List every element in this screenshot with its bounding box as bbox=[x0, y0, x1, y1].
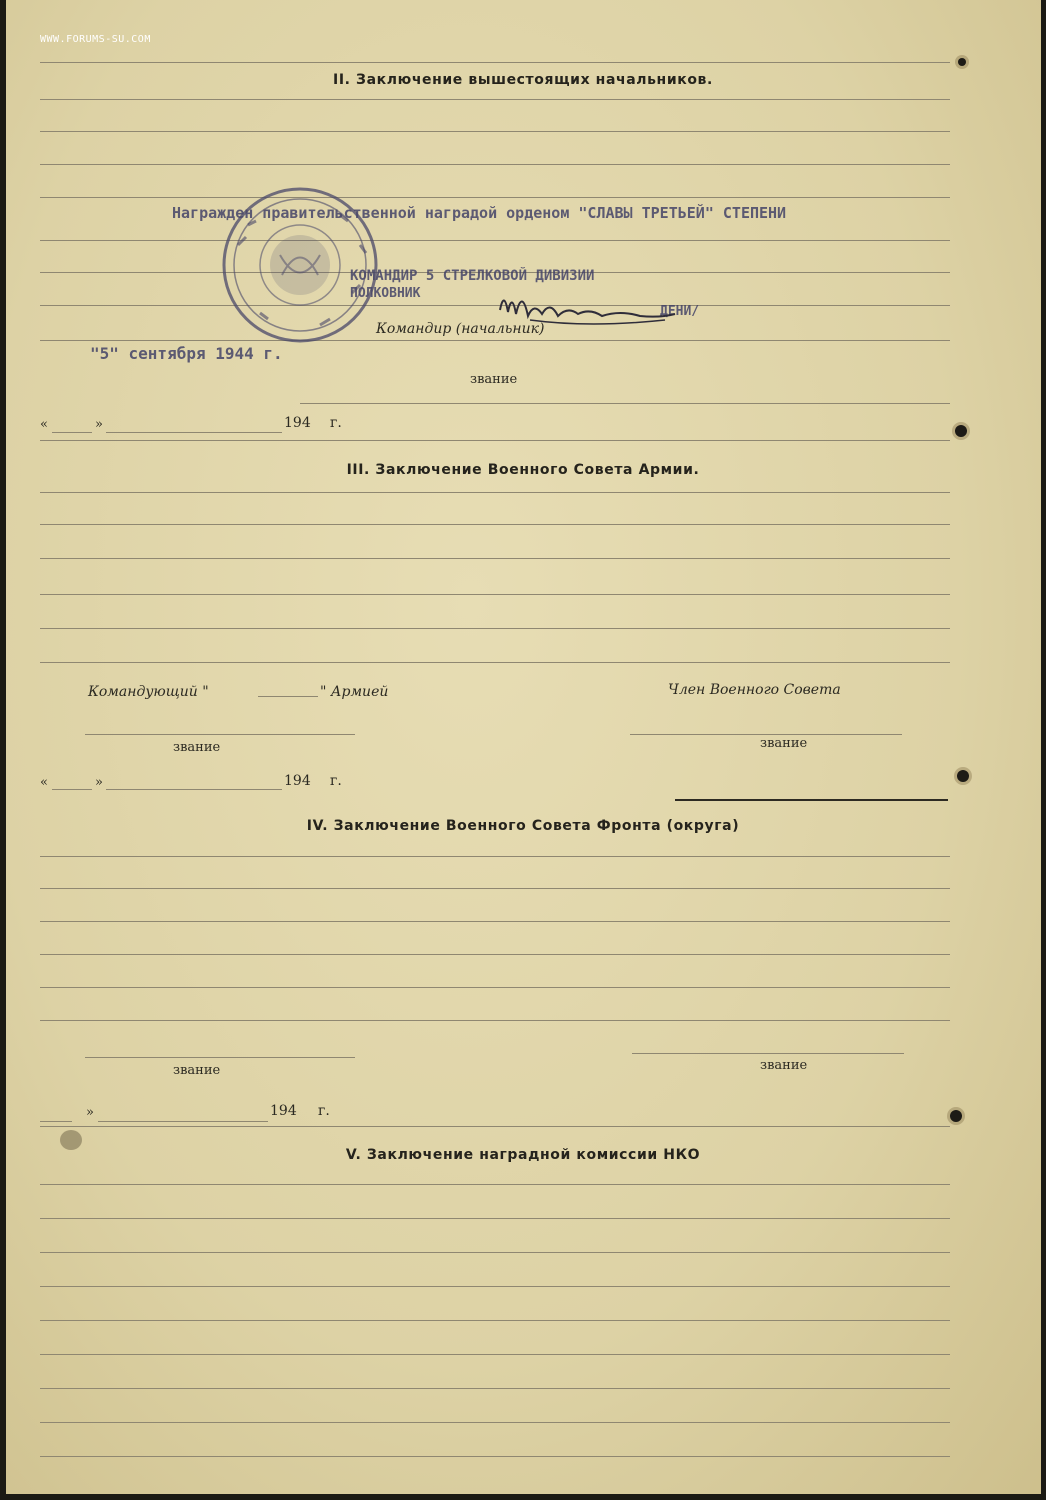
commander-signature bbox=[490, 280, 690, 340]
section-3-heading: III. Заключение Военного Совета Армии. bbox=[346, 462, 700, 478]
rule-line bbox=[40, 1388, 950, 1389]
rule-line bbox=[40, 1320, 950, 1321]
army-label: " Армией bbox=[320, 684, 389, 700]
rule-line bbox=[40, 164, 950, 165]
stamp-commander-name: ДЕНИ/ bbox=[660, 304, 700, 319]
date-close-quote: » bbox=[95, 417, 103, 432]
rank-label-right: звание bbox=[760, 736, 808, 751]
rule-line bbox=[40, 1020, 950, 1021]
scan-edge-bottom bbox=[0, 1494, 1046, 1500]
rule-line bbox=[40, 62, 950, 63]
stamp-commander-rank: ПОЛКОВНИК bbox=[350, 286, 421, 301]
rule-line bbox=[40, 197, 950, 198]
rule-line bbox=[40, 1422, 950, 1423]
rule-line bbox=[40, 987, 950, 988]
rank-label-left: звание bbox=[173, 1063, 221, 1078]
rule-line bbox=[40, 628, 950, 629]
rule-line bbox=[40, 240, 950, 241]
rank-label: звание bbox=[470, 372, 518, 387]
rule-line bbox=[40, 954, 950, 955]
date-month-line bbox=[106, 432, 282, 433]
army-commander-label: Командующий " bbox=[88, 684, 209, 700]
rule-line bbox=[40, 99, 950, 100]
signature-line-right bbox=[632, 1053, 904, 1054]
date-year: 194 bbox=[284, 415, 311, 431]
rule-line bbox=[40, 1252, 950, 1253]
date-underline-right bbox=[675, 799, 948, 801]
rule-line bbox=[40, 921, 950, 922]
rule-line bbox=[40, 558, 950, 559]
punch-hole bbox=[957, 770, 969, 782]
section-4-heading: IV. Заключение Военного Совета Фронта (округа) bbox=[306, 818, 740, 834]
rule-line bbox=[300, 403, 950, 404]
signature-line-left bbox=[85, 734, 355, 735]
date-open-quote: « bbox=[40, 417, 48, 432]
date-year: 194 bbox=[284, 773, 311, 789]
date-day-line bbox=[52, 789, 92, 790]
date-month-line bbox=[106, 789, 282, 790]
stamp-commander-title: КОМАНДИР 5 СТРЕЛКОВОЙ ДИВИЗИИ bbox=[350, 268, 595, 284]
rule-line bbox=[40, 856, 950, 857]
rule-line bbox=[40, 662, 950, 663]
award-resolution-stamp: Награжден правительственной наградой орденом "СЛАВЫ ТРЕТЬЕЙ" СТЕПЕНИ bbox=[172, 204, 787, 222]
date-year-suffix: г. bbox=[330, 415, 342, 431]
rule-line bbox=[40, 594, 950, 595]
section-2-heading: II. Заключение вышестоящих начальников. bbox=[333, 72, 713, 88]
date-month-line bbox=[98, 1121, 268, 1122]
army-number-line bbox=[258, 696, 318, 697]
date-close-quote: » bbox=[95, 775, 103, 790]
date-close-quote: » bbox=[86, 1105, 94, 1120]
council-member-label: Член Военного Совета bbox=[668, 682, 841, 698]
date-year-suffix: г. bbox=[318, 1103, 330, 1119]
rule-line bbox=[40, 340, 950, 341]
date-open-quote: « bbox=[40, 775, 48, 790]
official-seal bbox=[220, 185, 380, 345]
scan-edge-left bbox=[0, 0, 6, 1500]
rule-line bbox=[40, 1354, 950, 1355]
punch-hole bbox=[955, 425, 967, 437]
date-year: 194 bbox=[270, 1103, 297, 1119]
rule-line bbox=[40, 440, 950, 441]
rank-label-left: звание bbox=[173, 740, 221, 755]
rule-line bbox=[40, 1184, 950, 1185]
rule-line bbox=[40, 492, 950, 493]
date-day-line bbox=[40, 1121, 72, 1122]
rank-label-right: звание bbox=[760, 1058, 808, 1073]
rule-line bbox=[40, 1456, 950, 1457]
punch-hole bbox=[958, 58, 966, 66]
scan-edge-right bbox=[1041, 0, 1046, 1500]
signature-line-left bbox=[85, 1057, 355, 1058]
watermark: WWW.FORUMS-SU.COM bbox=[40, 34, 151, 45]
rule-line bbox=[40, 1286, 950, 1287]
punch-hole bbox=[950, 1110, 962, 1122]
rule-line bbox=[40, 1218, 950, 1219]
date-day-line bbox=[52, 432, 92, 433]
rule-line bbox=[40, 131, 950, 132]
commander-label: Командир (начальник) bbox=[376, 321, 545, 337]
section-5-heading: V. Заключение наградной комиссии НКО bbox=[345, 1147, 701, 1163]
rule-line bbox=[40, 524, 950, 525]
rule-line bbox=[40, 1126, 950, 1127]
rule-line bbox=[40, 888, 950, 889]
date-year-suffix: г. bbox=[330, 773, 342, 789]
signature-line-right bbox=[630, 734, 902, 735]
stamp-date: "5" сентября 1944 г. bbox=[90, 344, 283, 363]
